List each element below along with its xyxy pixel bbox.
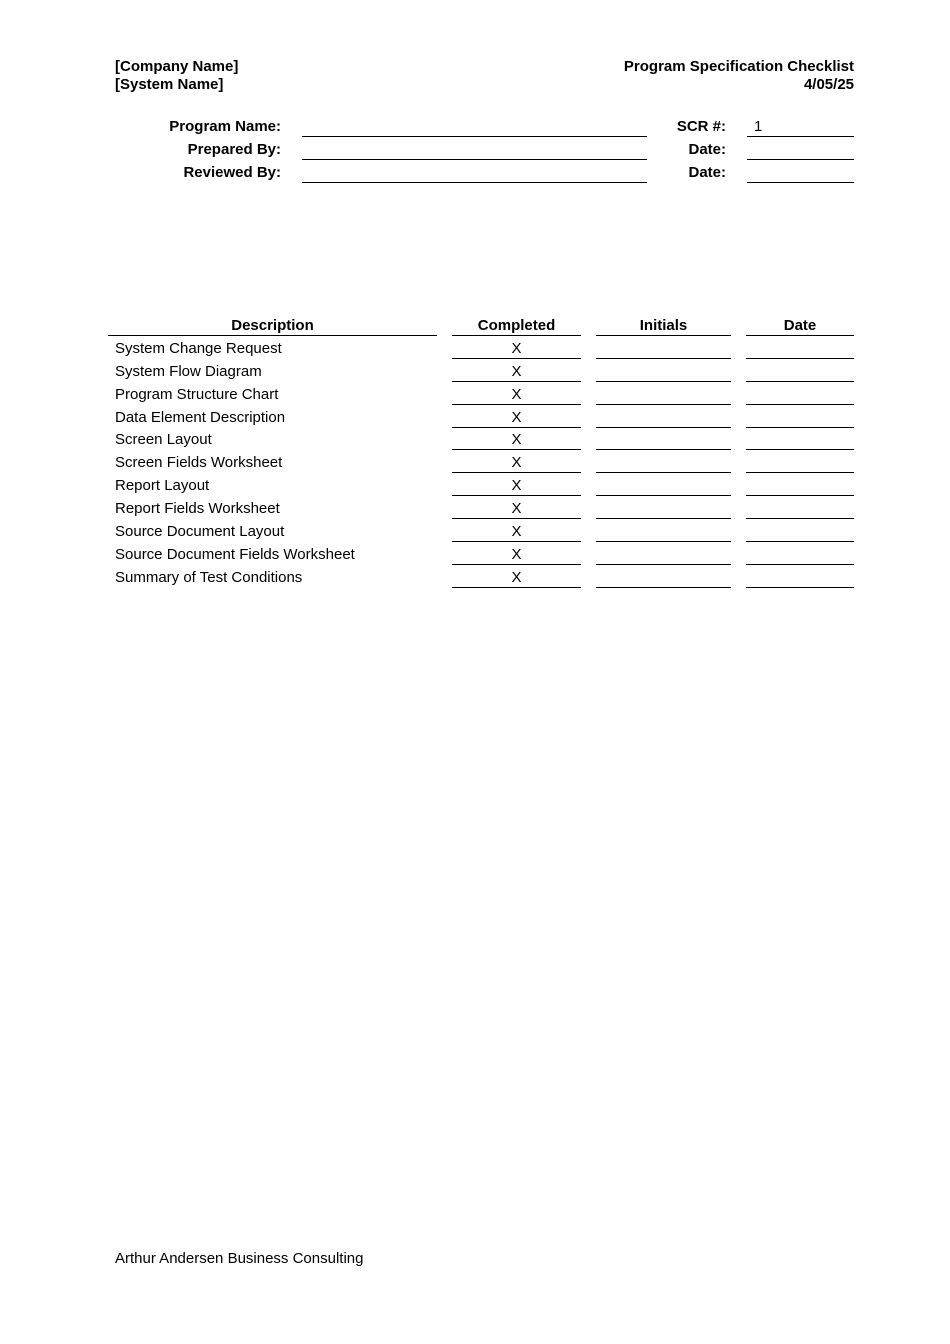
row-description: System Change Request xyxy=(115,340,282,357)
column-header-date: Date xyxy=(783,317,817,334)
row-description: Data Element Description xyxy=(115,408,286,426)
system-name: [System Name] xyxy=(115,76,224,93)
row-description: Program Structure Chart xyxy=(115,385,279,403)
program-name-field[interactable] xyxy=(302,136,647,137)
row-completed[interactable]: X xyxy=(511,385,522,403)
initials-field[interactable] xyxy=(596,587,731,588)
completed-underline xyxy=(452,381,581,382)
scr-field[interactable] xyxy=(747,136,854,137)
date-field[interactable] xyxy=(746,495,854,496)
completed-underline xyxy=(452,564,581,565)
completed-underline xyxy=(452,404,581,405)
completed-underline xyxy=(452,449,581,450)
initials-field[interactable] xyxy=(596,495,731,496)
header-underline xyxy=(452,335,581,336)
row-description: Screen Layout xyxy=(115,431,212,449)
completed-underline xyxy=(452,587,581,588)
initials-field[interactable] xyxy=(596,564,731,565)
date-field[interactable] xyxy=(746,541,854,542)
header-underline xyxy=(596,335,731,336)
program-name-label: Program Name: xyxy=(169,118,281,135)
footer-text: Arthur Andersen Business Consulting xyxy=(115,1250,364,1267)
reviewed-by-label: Reviewed By: xyxy=(183,164,281,181)
column-header-description: Description xyxy=(231,317,314,334)
completed-underline xyxy=(452,495,581,496)
row-completed[interactable]: X xyxy=(511,408,522,426)
header-underline xyxy=(108,335,437,336)
scr-label: SCR #: xyxy=(676,118,726,135)
initials-field[interactable] xyxy=(596,472,731,473)
row-completed[interactable]: X xyxy=(511,477,522,495)
row-description: Source Document Fields Worksheet xyxy=(115,545,355,563)
row-completed[interactable]: X xyxy=(511,454,522,472)
completed-underline xyxy=(452,472,581,473)
date-field[interactable] xyxy=(746,358,854,359)
date-field-2[interactable] xyxy=(747,182,854,183)
row-completed[interactable]: X xyxy=(511,340,522,357)
date-field[interactable] xyxy=(746,404,854,405)
date-field[interactable] xyxy=(746,587,854,588)
initials-field[interactable] xyxy=(596,427,731,428)
date-field[interactable] xyxy=(746,427,854,428)
prepared-by-label: Prepared By: xyxy=(187,141,281,158)
row-completed[interactable]: X xyxy=(511,362,522,380)
row-description: System Flow Diagram xyxy=(115,362,262,380)
completed-underline xyxy=(452,358,581,359)
row-completed[interactable]: X xyxy=(511,545,522,563)
date-label-1: Date: xyxy=(688,141,726,158)
row-description: Report Layout xyxy=(115,477,210,495)
date-field[interactable] xyxy=(746,381,854,382)
date-label-2: Date: xyxy=(688,164,726,181)
date-field[interactable] xyxy=(746,518,854,519)
scr-value: 1 xyxy=(754,118,763,135)
prepared-by-field[interactable] xyxy=(302,159,647,160)
company-name: [Company Name] xyxy=(115,58,239,75)
date-field[interactable] xyxy=(746,449,854,450)
initials-field[interactable] xyxy=(596,518,731,519)
header-underline xyxy=(746,335,854,336)
row-description: Source Document Layout xyxy=(115,522,285,540)
document-title: Program Specification Checklist xyxy=(623,58,854,75)
row-description: Screen Fields Worksheet xyxy=(115,454,283,472)
completed-underline xyxy=(452,541,581,542)
initials-field[interactable] xyxy=(596,541,731,542)
initials-field[interactable] xyxy=(596,449,731,450)
date-field[interactable] xyxy=(746,564,854,565)
date-field[interactable] xyxy=(746,472,854,473)
column-header-completed: Completed xyxy=(477,317,556,334)
date-field-1[interactable] xyxy=(747,159,854,160)
document-date: 4/05/25 xyxy=(803,76,854,93)
initials-field[interactable] xyxy=(596,381,731,382)
column-header-initials: Initials xyxy=(639,317,688,334)
initials-field[interactable] xyxy=(596,358,731,359)
reviewed-by-field[interactable] xyxy=(302,182,647,183)
row-completed[interactable]: X xyxy=(511,522,522,540)
row-description: Report Fields Worksheet xyxy=(115,499,280,517)
row-completed[interactable]: X xyxy=(511,431,522,449)
completed-underline xyxy=(452,427,581,428)
completed-underline xyxy=(452,518,581,519)
initials-field[interactable] xyxy=(596,404,731,405)
row-description: Summary of Test Conditions xyxy=(115,568,303,586)
row-completed[interactable]: X xyxy=(511,568,522,586)
row-completed[interactable]: X xyxy=(511,499,522,517)
